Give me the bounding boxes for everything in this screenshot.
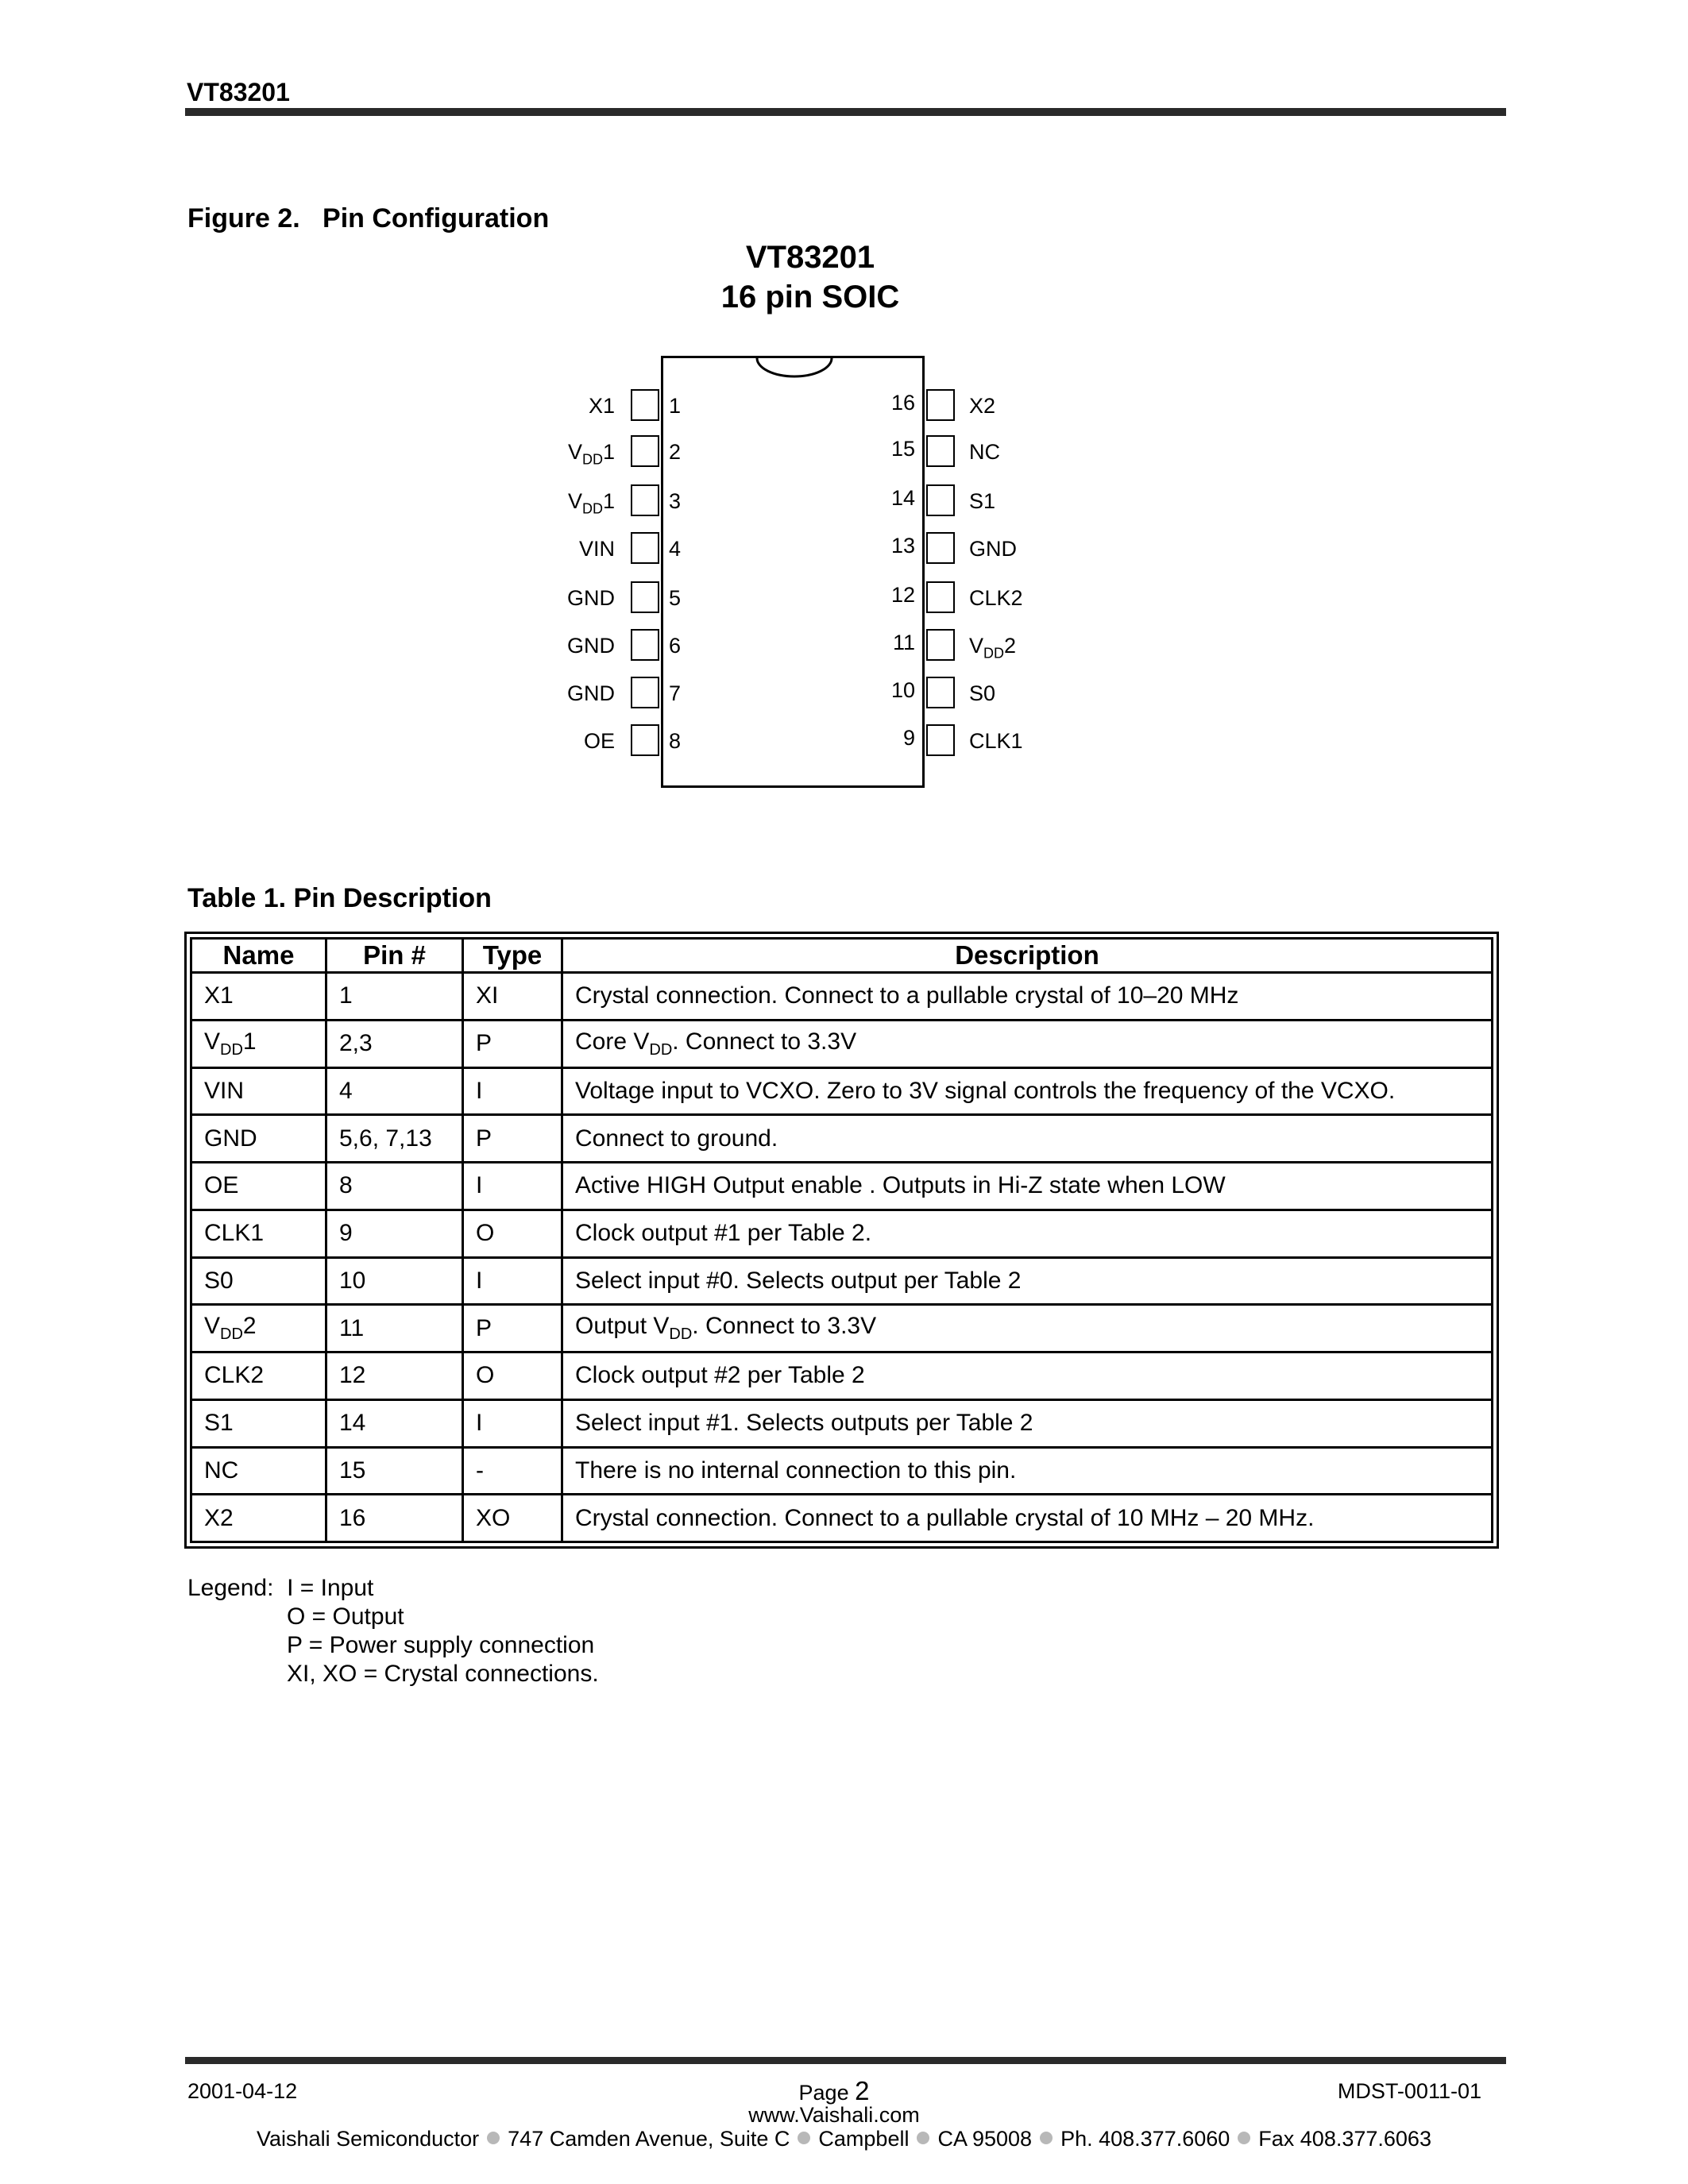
- cell-type: I: [463, 1399, 562, 1447]
- table-row: [191, 1020, 1493, 1067]
- cell-name: CLK2: [191, 1352, 326, 1400]
- cell-name: GND: [191, 1115, 326, 1163]
- chip-body: [661, 356, 925, 788]
- pin-box-right: [926, 724, 955, 756]
- table-row: [191, 1210, 1493, 1257]
- footer-rule: [185, 2057, 1506, 2064]
- col-header-type: Type: [463, 939, 562, 973]
- pin-label: GND: [567, 634, 615, 658]
- street-address: 747 Camden Avenue, Suite C: [508, 2127, 790, 2151]
- table-row: [191, 1305, 1493, 1352]
- pin-box-right: [926, 677, 955, 708]
- cell-description: Select input #1. Selects outputs per Table 2: [562, 1399, 1493, 1447]
- cell-pin: 5,6, 7,13: [326, 1115, 463, 1163]
- page-label: Page: [798, 2081, 849, 2105]
- pin-number: 1: [669, 394, 682, 418]
- cell-name: S0: [191, 1257, 326, 1305]
- pin-box-right: [926, 581, 955, 613]
- col-header-pin: Pin #: [326, 939, 463, 973]
- cell-pin: 14: [326, 1399, 463, 1447]
- cell-pin: 2,3: [326, 1020, 463, 1067]
- cell-pin: 1: [326, 973, 463, 1021]
- pin-label: X1: [588, 394, 615, 418]
- table-row: [191, 1067, 1493, 1115]
- legend-item: XI, XO = Crystal connections.: [287, 1661, 599, 1687]
- pin-box-left: [631, 629, 659, 661]
- pin-label: CLK1: [969, 729, 1023, 753]
- cell-pin: 8: [326, 1163, 463, 1210]
- pin-label: VIN: [578, 537, 615, 561]
- table-row: [191, 1257, 1493, 1305]
- footer-address: [159, 2127, 1529, 2151]
- footer-doc-id: MDST-0011-01: [1337, 2079, 1481, 2103]
- cell-type: P: [463, 1115, 562, 1163]
- cell-pin: 12: [326, 1352, 463, 1400]
- pin-number: 5: [669, 586, 682, 610]
- cell-type: P: [463, 1305, 562, 1352]
- legend-item: P = Power supply connection: [287, 1632, 595, 1658]
- table-row: [191, 973, 1493, 1021]
- table-row: [191, 1352, 1493, 1400]
- chip-notch: [755, 356, 834, 388]
- city: Campbell: [818, 2127, 910, 2151]
- cell-type: -: [463, 1447, 562, 1495]
- pin-box-right: [926, 389, 955, 421]
- figure-caption: Figure 2. Pin Configuration: [187, 203, 550, 233]
- pin-box-right: [926, 532, 955, 564]
- cell-type: P: [463, 1020, 562, 1067]
- footer-page: [715, 2076, 953, 2106]
- cell-pin: 9: [326, 1210, 463, 1257]
- bullet-icon: [798, 2132, 810, 2144]
- pin-label: X2: [969, 394, 996, 418]
- pin-number: 13: [890, 534, 915, 558]
- cell-name: X2: [191, 1495, 326, 1542]
- pin-label: GND: [969, 537, 1017, 561]
- table-row: [191, 1115, 1493, 1163]
- pin-box-left: [631, 532, 659, 564]
- cell-type: O: [463, 1352, 562, 1400]
- pin-description-table-frame: [184, 932, 1499, 1549]
- bullet-icon: [1040, 2132, 1053, 2144]
- company-name: Vaishali Semiconductor: [257, 2127, 480, 2151]
- table-row: [191, 1399, 1493, 1447]
- pin-number: 6: [669, 634, 682, 658]
- pin-number: 11: [892, 631, 915, 654]
- pin-label: GND: [567, 681, 615, 705]
- cell-description: Active HIGH Output enable . Outputs in Hi-Z state when LOW: [562, 1163, 1493, 1210]
- cell-name: X1: [191, 973, 326, 1021]
- cell-name: OE: [191, 1163, 326, 1210]
- cell-pin: 11: [326, 1305, 463, 1352]
- table-row: [191, 1447, 1493, 1495]
- pin-number: 2: [669, 440, 682, 464]
- cell-description: Core $V_{DD}$. Connect to 3.3V: [562, 1020, 1493, 1067]
- fax: Fax 408.377.6063: [1258, 2127, 1431, 2151]
- pin-number: 8: [669, 729, 682, 753]
- pin-label: $V_{DD}1$: [567, 489, 615, 517]
- pin-label: NC: [969, 440, 1000, 464]
- header-rule: [185, 108, 1506, 116]
- pin-box-right: [926, 484, 955, 516]
- pin-label: CLK2: [969, 586, 1023, 610]
- pin-label: $V_{DD}1$: [567, 440, 615, 468]
- cell-type: I: [463, 1163, 562, 1210]
- pin-description-table: [190, 937, 1493, 1543]
- pin-box-left: [631, 724, 659, 756]
- cell-description: Output $V_{DD}$. Connect to 3.3V: [562, 1305, 1493, 1352]
- cell-description: Connect to ground.: [562, 1115, 1493, 1163]
- cell-pin: 15: [326, 1447, 463, 1495]
- legend: [187, 1574, 599, 1688]
- pin-number: 7: [669, 681, 682, 705]
- pin-label: OE: [583, 729, 615, 753]
- pin-number: 4: [669, 537, 682, 561]
- pin-box-right: [926, 435, 955, 467]
- cell-name: S1: [191, 1399, 326, 1447]
- pin-number: 12: [890, 583, 915, 607]
- cell-type: I: [463, 1067, 562, 1115]
- footer-date: 2001-04-12: [187, 2079, 298, 2103]
- cell-type: XI: [463, 973, 562, 1021]
- cell-description: Clock output #1 per Table 2.: [562, 1210, 1493, 1257]
- bullet-icon: [1238, 2132, 1250, 2144]
- pin-box-right: [926, 629, 955, 661]
- bullet-icon: [487, 2132, 500, 2144]
- pin-number: 3: [669, 489, 682, 513]
- cell-name: CLK1: [191, 1210, 326, 1257]
- cell-type: O: [463, 1210, 562, 1257]
- cell-description: Voltage input to VCXO. Zero to 3V signal controls the frequency of the VCXO.: [562, 1067, 1493, 1115]
- bullet-icon: [917, 2132, 929, 2144]
- phone: Ph. 408.377.6060: [1060, 2127, 1230, 2151]
- col-header-name: Name: [191, 939, 326, 973]
- cell-description: There is no internal connection to this pin.: [562, 1447, 1493, 1495]
- pin-label: S0: [969, 681, 996, 705]
- pin-box-left: [631, 677, 659, 708]
- cell-description: Crystal connection. Connect to a pullable crystal of 10 MHz – 20 MHz.: [562, 1495, 1493, 1542]
- table-header-row: [191, 939, 1493, 973]
- pin-box-left: [631, 484, 659, 516]
- page-header-title: VT83201: [187, 78, 290, 106]
- page-number: 2: [855, 2076, 870, 2105]
- pin-label: S1: [969, 489, 996, 513]
- pin-number: 15: [890, 437, 915, 461]
- chip-title-package: 16 pin SOIC: [720, 280, 900, 314]
- chip-title-part: VT83201: [745, 240, 875, 275]
- pin-box-left: [631, 435, 659, 467]
- cell-name: NC: [191, 1447, 326, 1495]
- pin-number: 16: [890, 391, 915, 415]
- cell-type: XO: [463, 1495, 562, 1542]
- table-row: [191, 1163, 1493, 1210]
- cell-description: Crystal connection. Connect to a pullable crystal of 10–20 MHz: [562, 973, 1493, 1021]
- pin-number: 9: [902, 726, 915, 750]
- cell-pin: 4: [326, 1067, 463, 1115]
- cell-type: I: [463, 1257, 562, 1305]
- col-header-description: Description: [562, 939, 1493, 973]
- legend-item: I = Input: [287, 1575, 374, 1601]
- cell-description: Select input #0. Selects output per Table 2: [562, 1257, 1493, 1305]
- cell-name: $V_{DD}1$: [191, 1020, 326, 1067]
- cell-description: Clock output #2 per Table 2: [562, 1352, 1493, 1400]
- cell-pin: 10: [326, 1257, 463, 1305]
- state-zip: CA 95008: [937, 2127, 1033, 2151]
- pin-number: 10: [890, 678, 915, 702]
- pin-number: 14: [890, 486, 915, 510]
- footer-website: www.Vaishali.com: [748, 2103, 920, 2127]
- pin-label: $V_{DD}2$: [969, 634, 1017, 662]
- table-caption: Table 1. Pin Description: [187, 883, 492, 913]
- legend-label: Legend:: [187, 1575, 274, 1601]
- legend-item: O = Output: [287, 1603, 404, 1630]
- pin-box-left: [631, 389, 659, 421]
- cell-pin: 16: [326, 1495, 463, 1542]
- pin-box-left: [631, 581, 659, 613]
- pin-label: GND: [567, 586, 615, 610]
- cell-name: VIN: [191, 1067, 326, 1115]
- cell-name: $V_{DD}2$: [191, 1305, 326, 1352]
- table-row: [191, 1495, 1493, 1542]
